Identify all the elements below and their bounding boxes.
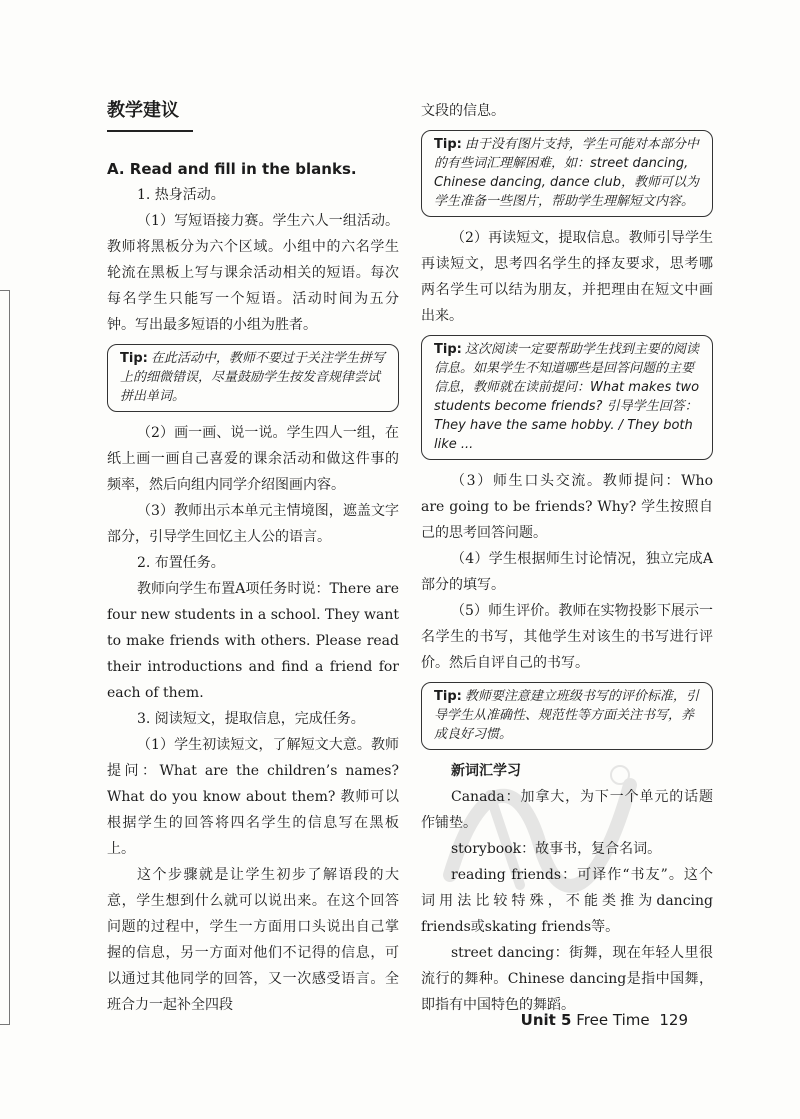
step-3: 3. 阅读短文，提取信息，完成任务。 [137, 711, 365, 727]
tip-label: Tip: [434, 137, 462, 152]
vocab-storybook: storybook：故事书，复合名词。 [451, 841, 662, 857]
vocab-title: 新词汇学习 [451, 763, 521, 779]
continued-text: 文段的信息。 [421, 103, 505, 119]
tip-label: Tip: [120, 351, 148, 366]
step-1-3: （3）教师出示本单元主情境图，遮盖文字部分，引导学生回忆主人公的语言。 [107, 503, 399, 545]
margin-bar [0, 290, 10, 1025]
vocab-canada: Canada：加拿大，为下一个单元的话题作铺垫。 [421, 789, 713, 831]
tip-box-2 [421, 130, 713, 217]
tip-text: 这次阅读一定要帮助学生找到主要的阅读信息。如果学生不知道哪些是回答问题的主要信息，教师就在读前提问：What makes two students become friends? 引导学生回答：They have the same hobby. / They both like ... [434, 342, 700, 452]
tip-text: 教师要注意建立班级书写的评价标准，引导学生从准确性、规范性等方面关注书写，养成良好习惯。 [434, 689, 699, 742]
tip-text: 在此活动中，教师不要过于关注学生拼写上的细微错误，尽量鼓励学生按发音规律尝试拼出单词。 [120, 351, 385, 404]
page-footer [521, 1011, 688, 1029]
footer-title: Free Time [576, 1011, 650, 1029]
step-2: 2. 布置任务。 [137, 555, 225, 571]
step-1-2: （2）画一画、说一说。学生四人一组，在纸上画一画自己喜爱的课余活动和做这件事的频率，然后向组内同学介绍图画内容。 [107, 425, 399, 493]
tip-label: Tip: [434, 689, 462, 704]
step-2-text: 教师向学生布置A项任务时说：There are four new students in a school. They want to make friends with others. Please read their introductions and find a friend for each of them. [107, 581, 399, 701]
step-3-4: （4）学生根据师生讨论情况，独立完成A部分的填写。 [421, 551, 713, 593]
step-3-note: 这个步骤就是让学生初步了解语段的大意，学生想到什么就可以说出来。在这个回答问题的过程中，学生一方面用口头说出自己掌握的信息，另一方面对他们不记得的信息，可以通过其他同学的回答，又一次感受语言。全班合力一起补全四段 [107, 867, 399, 1013]
heading-a: A. Read and fill in the blanks. [107, 160, 357, 178]
section-title: 教学建议 [107, 100, 179, 121]
step-1: 1. 热身活动。 [137, 187, 225, 203]
step-3-3: （3）师生口头交流。教师提问：Who are going to be friends? Why? 学生按照自己的思考回答问题。 [421, 473, 713, 541]
step-3-2: （2）再读短文，提取信息。教师引导学生再读短文，思考四名学生的择友要求，思考哪两名学生可以结为朋友，并把理由在短文中画出来。 [421, 230, 713, 324]
vocab-street-dancing: street dancing：街舞，现在年轻人里很流行的舞种。Chinese dancing是指中国舞，即指有中国特色的舞蹈。 [421, 945, 713, 1013]
step-3-5: （5）师生评价。教师在实物投影下展示一名学生的书写，其他学生对该生的书写进行评价。然后自评自己的书写。 [421, 603, 713, 671]
section-title-underline [107, 130, 193, 132]
step-3-1: （1）学生初读短文，了解短文大意。教师提问：What are the children’s names? What do you know about them? 教师可以根据学生的回答将四名学生的信息写在黑板上。 [107, 737, 399, 857]
tip-text: 由于没有图片支持，学生可能对本部分中的有些词汇理解困难，如：street dancing, Chinese dancing, dance club，教师可以为学生准备一些图片，帮助学生理解短文内容。 [434, 137, 700, 209]
tip-box-4 [421, 682, 713, 750]
left-column [107, 96, 399, 1018]
right-column [421, 98, 713, 1018]
step-1-1: （1）写短语接力赛。学生六人一组活动。教师将黑板分为六个区域。小组中的六名学生轮流在黑板上写与课余活动相关的短语。每次每名学生只能写一个短语。活动时间为五分钟。写出最多短语的小组为胜者。 [107, 213, 399, 333]
page-number: 129 [659, 1011, 688, 1029]
tip-box-3 [421, 335, 713, 460]
vocab-reading-friends: reading friends：可译作“书友”。这个词用法比较特殊，不能类推为dancing friends或skating friends等。 [421, 867, 713, 935]
tip-label: Tip: [434, 342, 462, 357]
tip-box-1 [107, 344, 399, 412]
footer-unit: Unit 5 [520, 1011, 572, 1029]
